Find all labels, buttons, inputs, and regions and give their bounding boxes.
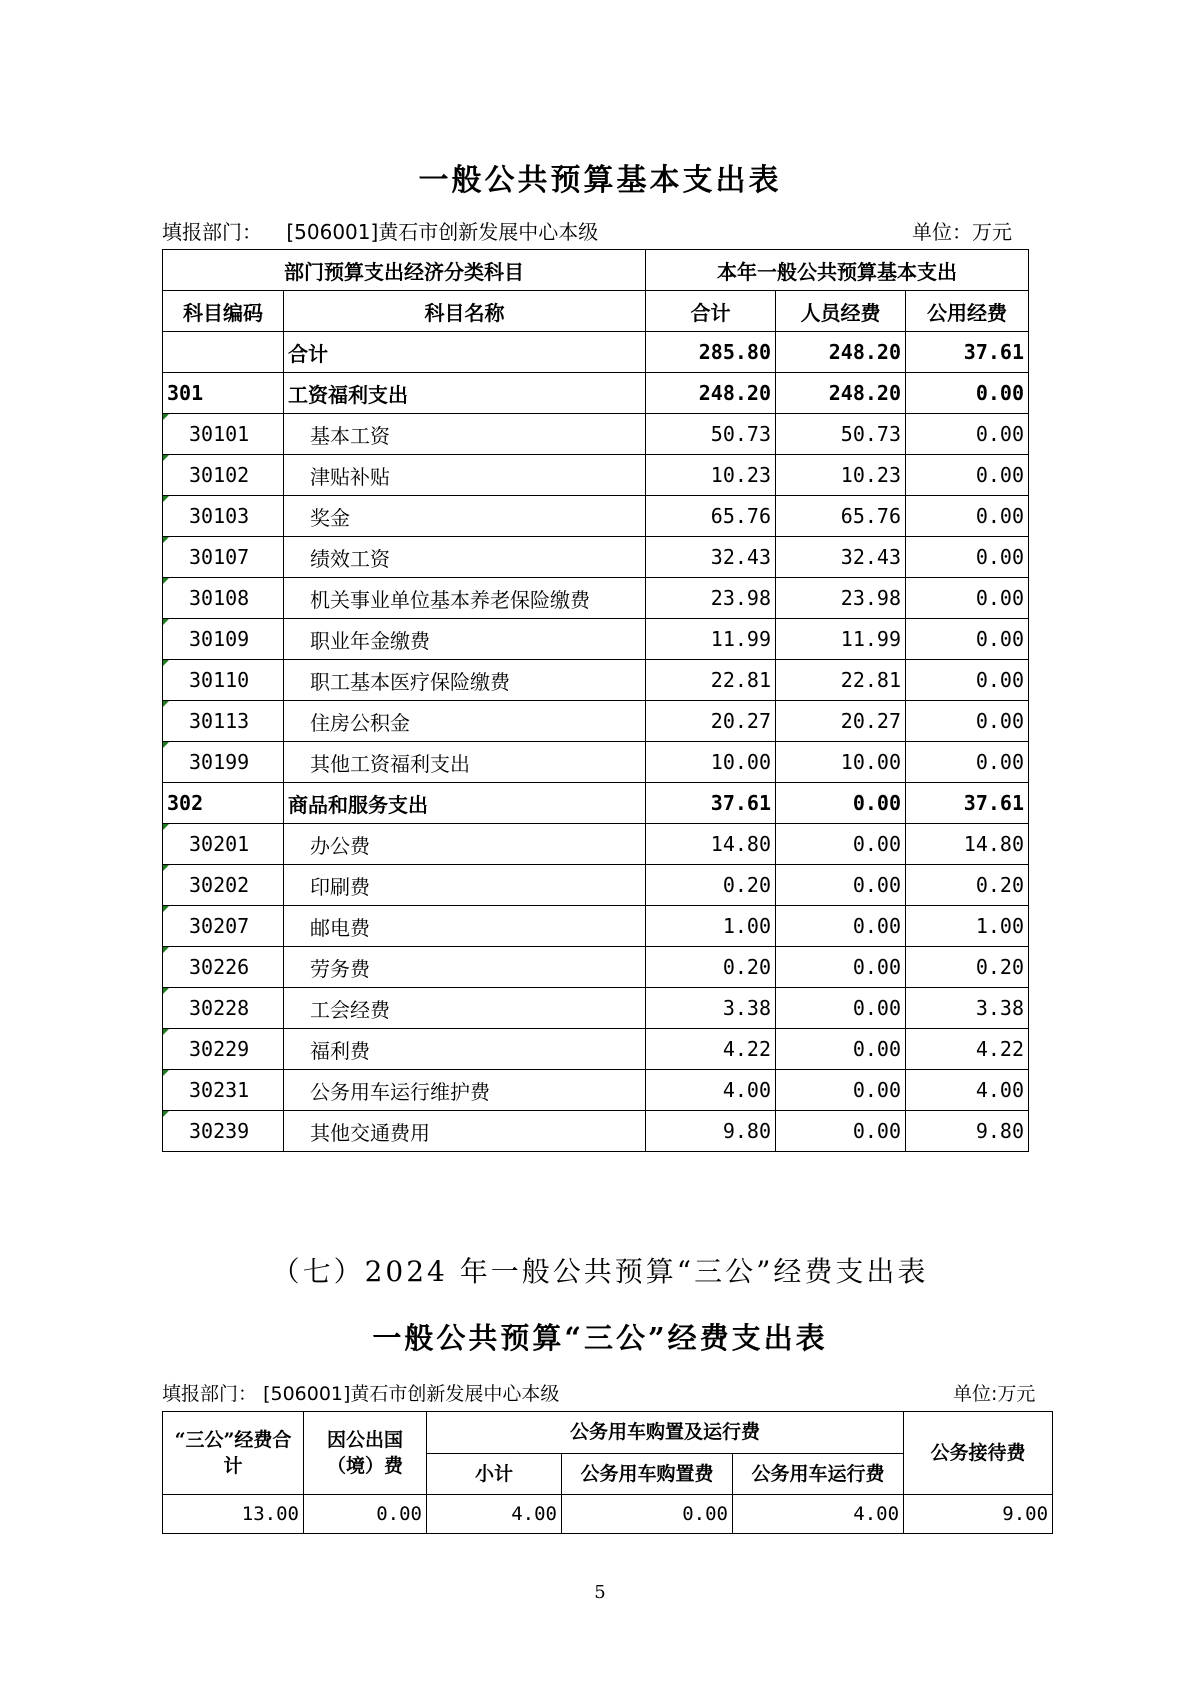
row-public: 3.38: [906, 988, 1029, 1029]
row-total: 248.20: [646, 373, 776, 414]
row-name: 公务用车运行维护费: [284, 1070, 646, 1111]
row-personnel: 10.23: [776, 455, 906, 496]
table2-dept-name: [506001]黄石市创新发展中心本级: [263, 1383, 560, 1405]
col-public-header: 公用经费: [906, 291, 1029, 332]
row-public: 37.61: [906, 783, 1029, 824]
v-purchase: 0.00: [562, 1495, 733, 1534]
table2-value-row: [163, 1495, 1053, 1534]
table-row: [163, 373, 1029, 414]
v-subtotal: 4.00: [427, 1495, 562, 1534]
table-row: [163, 414, 1029, 455]
table-row: [163, 824, 1029, 865]
table1-dept-name: [506001]黄石市创新发展中心本级: [286, 220, 599, 244]
table2-header-row-1: [163, 1412, 1053, 1454]
row-code: 30107: [163, 537, 284, 578]
row-total: 1.00: [646, 906, 776, 947]
row-total: 9.80: [646, 1111, 776, 1152]
row-personnel: 50.73: [776, 414, 906, 455]
table2-dept: [162, 1379, 559, 1406]
table-row: [163, 578, 1029, 619]
table-row: [163, 1070, 1029, 1111]
total-public: 37.61: [906, 332, 1029, 373]
row-total: 32.43: [646, 537, 776, 578]
row-code: 30201: [163, 824, 284, 865]
row-code: 30228: [163, 988, 284, 1029]
row-personnel: 0.00: [776, 865, 906, 906]
row-name: 劳务费: [284, 947, 646, 988]
row-total: 4.00: [646, 1070, 776, 1111]
row-code: 30113: [163, 701, 284, 742]
page-number: 5: [594, 1582, 606, 1603]
h-reception: 公务接待费: [904, 1412, 1053, 1495]
row-personnel: 0.00: [776, 947, 906, 988]
row-name: 邮电费: [284, 906, 646, 947]
row-total: 11.99: [646, 619, 776, 660]
row-public: 0.00: [906, 619, 1029, 660]
table1-total-row: [163, 332, 1029, 373]
row-code: 30231: [163, 1070, 284, 1111]
row-personnel: 32.43: [776, 537, 906, 578]
table-row: [163, 1111, 1029, 1152]
row-total: 4.22: [646, 1029, 776, 1070]
row-name: 奖金: [284, 496, 646, 537]
row-code: 30207: [163, 906, 284, 947]
total-total: 285.80: [646, 332, 776, 373]
col-total-header: 合计: [646, 291, 776, 332]
row-personnel: 0.00: [776, 824, 906, 865]
row-public: 0.00: [906, 660, 1029, 701]
table-row: [163, 619, 1029, 660]
row-personnel: 20.27: [776, 701, 906, 742]
table1-dept-label: 填报部门：: [162, 220, 262, 244]
row-code: 30109: [163, 619, 284, 660]
table2-title: 一般公共预算“三公”经费支出表: [372, 1321, 828, 1355]
row-public: 0.00: [906, 414, 1029, 455]
row-name: 福利费: [284, 1029, 646, 1070]
table1-dept: [162, 216, 598, 245]
row-name: 绩效工资: [284, 537, 646, 578]
row-name: 工资福利支出: [284, 373, 646, 414]
row-public: 0.00: [906, 701, 1029, 742]
h-abroad: 因公出国（境）费: [304, 1412, 427, 1495]
total-code: [163, 332, 284, 373]
row-personnel: 0.00: [776, 1111, 906, 1152]
three-public-table: [162, 1411, 1053, 1534]
h-operation: 公务用车运行费: [733, 1453, 904, 1495]
table-row: [163, 496, 1029, 537]
row-code: 30229: [163, 1029, 284, 1070]
row-public: 4.22: [906, 1029, 1029, 1070]
row-code: 30199: [163, 742, 284, 783]
row-personnel: 0.00: [776, 988, 906, 1029]
row-total: 10.23: [646, 455, 776, 496]
row-public: 0.20: [906, 947, 1029, 988]
row-name: 印刷费: [284, 865, 646, 906]
row-personnel: 10.00: [776, 742, 906, 783]
table-row: [163, 865, 1029, 906]
table1-title: 一般公共预算基本支出表: [418, 163, 782, 198]
col-code-header: 科目编码: [163, 291, 284, 332]
row-total: 22.81: [646, 660, 776, 701]
row-public: 0.00: [906, 496, 1029, 537]
row-public: 9.80: [906, 1111, 1029, 1152]
table-row: [163, 455, 1029, 496]
table-row: [163, 988, 1029, 1029]
row-total: 37.61: [646, 783, 776, 824]
row-personnel: 22.81: [776, 660, 906, 701]
row-name: 其他交通费用: [284, 1111, 646, 1152]
table2-dept-label: 填报部门：: [162, 1383, 258, 1405]
v-abroad: 0.00: [304, 1495, 427, 1534]
row-name: 职业年金缴费: [284, 619, 646, 660]
basic-expenditure-table: [162, 249, 1029, 1152]
row-total: 20.27: [646, 701, 776, 742]
table1-header-row: [163, 291, 1029, 332]
row-public: 1.00: [906, 906, 1029, 947]
row-personnel: 248.20: [776, 373, 906, 414]
row-code: 30108: [163, 578, 284, 619]
row-total: 23.98: [646, 578, 776, 619]
row-public: 0.00: [906, 455, 1029, 496]
row-name: 办公费: [284, 824, 646, 865]
row-total: 3.38: [646, 988, 776, 1029]
row-code: 30103: [163, 496, 284, 537]
h-purchase: 公务用车购置费: [562, 1453, 733, 1495]
table-row: [163, 660, 1029, 701]
row-name: 职工基本医疗保险缴费: [284, 660, 646, 701]
row-personnel: 0.00: [776, 906, 906, 947]
row-name: 商品和服务支出: [284, 783, 646, 824]
table-row: [163, 783, 1029, 824]
table-row: [163, 1029, 1029, 1070]
row-personnel: 11.99: [776, 619, 906, 660]
row-name: 津贴补贴: [284, 455, 646, 496]
col-name-header: 科目名称: [284, 291, 646, 332]
row-public: 4.00: [906, 1070, 1029, 1111]
row-personnel: 0.00: [776, 1070, 906, 1111]
row-total: 0.20: [646, 865, 776, 906]
header-group-left: 部门预算支出经济分类科目: [163, 250, 646, 291]
row-personnel: 65.76: [776, 496, 906, 537]
row-name: 机关事业单位基本养老保险缴费: [284, 578, 646, 619]
row-name: 基本工资: [284, 414, 646, 455]
table1-unit: 单位：万元: [912, 220, 1012, 244]
row-name: 住房公积金: [284, 701, 646, 742]
row-personnel: 23.98: [776, 578, 906, 619]
row-public: 0.00: [906, 373, 1029, 414]
v-operation: 4.00: [733, 1495, 904, 1534]
row-code: 302: [163, 783, 284, 824]
row-public: 0.00: [906, 742, 1029, 783]
row-public: 0.20: [906, 865, 1029, 906]
row-code: 30239: [163, 1111, 284, 1152]
row-name: 其他工资福利支出: [284, 742, 646, 783]
row-personnel: 0.00: [776, 783, 906, 824]
row-total: 14.80: [646, 824, 776, 865]
table-row: [163, 947, 1029, 988]
v-total: 13.00: [163, 1495, 304, 1534]
row-code: 30102: [163, 455, 284, 496]
col-personnel-header: 人员经费: [776, 291, 906, 332]
row-code: 30226: [163, 947, 284, 988]
row-public: 14.80: [906, 824, 1029, 865]
h-vehicle-group: 公务用车购置及运行费: [427, 1412, 904, 1454]
row-code: 301: [163, 373, 284, 414]
row-personnel: 0.00: [776, 1029, 906, 1070]
row-code: 30101: [163, 414, 284, 455]
v-reception: 9.00: [904, 1495, 1053, 1534]
section-heading: （七）2024 年一般公共预算“三公”经费支出表: [271, 1255, 929, 1288]
row-total: 10.00: [646, 742, 776, 783]
row-code: 30110: [163, 660, 284, 701]
row-code: 30202: [163, 865, 284, 906]
row-name: 工会经费: [284, 988, 646, 1029]
h-total: “三公”经费合计: [163, 1412, 304, 1495]
total-name: 合计: [284, 332, 646, 373]
header-group-right: 本年一般公共预算基本支出: [646, 250, 1029, 291]
total-personnel: 248.20: [776, 332, 906, 373]
table-row: [163, 906, 1029, 947]
h-subtotal: 小计: [427, 1453, 562, 1495]
table1-header-group-row: [163, 250, 1029, 291]
row-public: 0.00: [906, 537, 1029, 578]
row-total: 50.73: [646, 414, 776, 455]
row-total: 0.20: [646, 947, 776, 988]
table-row: [163, 742, 1029, 783]
table-row: [163, 701, 1029, 742]
table2-unit: 单位:万元: [953, 1383, 1036, 1405]
row-public: 0.00: [906, 578, 1029, 619]
row-total: 65.76: [646, 496, 776, 537]
table-row: [163, 537, 1029, 578]
